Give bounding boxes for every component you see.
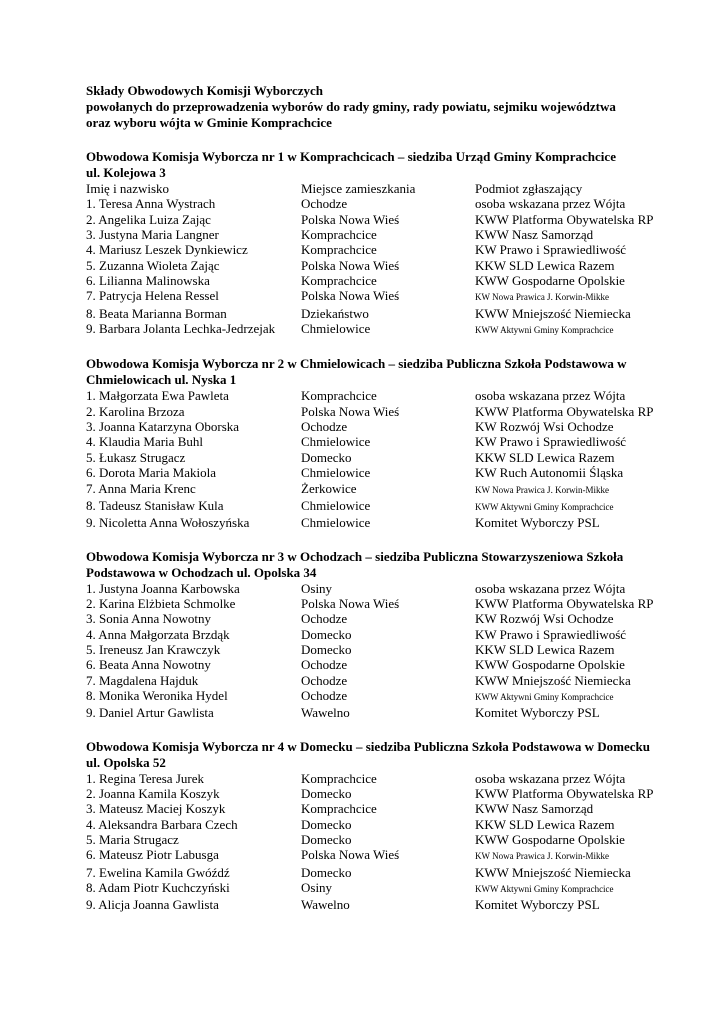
member-entity: KWW Platforma Obywatelska RP	[475, 403, 654, 419]
member-name: 8. Monika Weronika Hydel	[86, 687, 228, 703]
table-row	[86, 817, 653, 832]
member-name: 9. Nicoletta Anna Wołoszyńska	[86, 515, 250, 531]
member-place: Ochodze	[301, 672, 348, 688]
member-name: 9. Barbara Jolanta Lechka-Jedrzejak	[86, 321, 276, 337]
table-row	[86, 465, 653, 480]
member-name: 1. Teresa Anna Wystrach	[86, 196, 216, 212]
member-name: 6. Lilianna Malinowska	[86, 273, 210, 289]
member-name: 4. Aleksandra Barbara Czech	[86, 816, 238, 832]
member-place: Ochodze	[301, 611, 348, 627]
member-place: Wawelno	[301, 897, 350, 913]
member-entity: osoba wskazana przez Wójta	[475, 770, 626, 786]
member-place: Domecko	[301, 641, 352, 657]
member-name: 1. Regina Teresa Jurek	[86, 770, 204, 786]
member-entity: KWW Aktywni Gminy Komprachcice	[475, 691, 614, 702]
document-page	[86, 83, 686, 913]
member-entity: KW Rozwój Wsi Ochodze	[475, 419, 614, 435]
table-row	[86, 786, 653, 801]
commission-title: Obwodowa Komisja Wyborcza nr 1 w Komprachcicach – siedziba Urząd Gminy Komprachcice	[86, 149, 616, 164]
member-name: 7. Magdalena Hajduk	[86, 672, 199, 688]
member-name: 6. Beata Anna Nowotny	[86, 657, 211, 673]
commission-address: Chmielowicach ul. Nyska 1	[86, 372, 237, 388]
table-row	[86, 627, 653, 642]
member-name: 7. Patrycja Helena Ressel	[86, 288, 219, 304]
members-table	[86, 388, 653, 530]
table-row	[86, 419, 653, 434]
members-table	[86, 771, 653, 913]
member-entity: KW Ruch Autonomii Śląska	[475, 465, 624, 481]
member-place: Polska Nowa Wieś	[301, 211, 400, 227]
commission-4	[86, 739, 686, 913]
table-row	[86, 771, 653, 786]
member-entity: KKW SLD Lewica Razem	[475, 257, 615, 273]
member-name: 4. Mariusz Leszek Dynkiewicz	[86, 242, 248, 258]
member-name: 3. Justyna Maria Langner	[86, 227, 219, 243]
member-entity: KKW SLD Lewica Razem	[475, 449, 615, 465]
header-name: Imię i nazwisko	[86, 181, 170, 196]
member-place: Chmielowice	[301, 321, 371, 337]
member-name: 6. Mateusz Piotr Labusga	[86, 847, 219, 863]
member-name: 3. Mateusz Maciej Koszyk	[86, 801, 226, 817]
member-place: Ochodze	[301, 419, 348, 435]
member-name: 2. Angelika Luiza Zając	[86, 211, 211, 227]
member-place: Polska Nowa Wieś	[301, 847, 400, 863]
table-row	[86, 865, 653, 880]
table-row	[86, 321, 653, 338]
table-row	[86, 196, 653, 211]
member-entity: KWW Platforma Obywatelska RP	[475, 595, 654, 611]
member-entity: KWW Gospodarne Opolskie	[475, 832, 625, 847]
commission-address: ul. Kolejowa 3	[86, 165, 166, 180]
member-entity: KWW Aktywni Gminy Komprachcice	[475, 501, 614, 512]
member-entity: osoba wskazana przez Wójta	[475, 196, 626, 212]
table-row	[86, 258, 653, 273]
member-place: Komprachcice	[301, 242, 377, 258]
table-row	[86, 897, 653, 912]
member-entity: KW Nowa Prawica J. Korwin-Mikke	[475, 292, 610, 303]
member-name: 8. Beata Marianna Borman	[86, 305, 227, 321]
table-row	[86, 498, 653, 515]
table-row	[86, 880, 653, 897]
table-row	[86, 273, 653, 288]
member-entity: osoba wskazana przez Wójta	[475, 388, 626, 404]
member-entity: Komitet Wyborczy PSL	[475, 515, 600, 531]
table-row	[86, 847, 653, 864]
table-row	[86, 688, 653, 705]
member-entity: osoba wskazana przez Wójta	[475, 580, 626, 596]
member-place: Domecko	[301, 832, 352, 847]
member-entity: KWW Aktywni Gminy Komprachcice	[475, 884, 614, 895]
member-place: Osiny	[301, 880, 333, 896]
member-entity: KWW Mniejszość Niemiecka	[475, 305, 631, 321]
member-name: 5. Ireneusz Jan Krawczyk	[86, 641, 221, 657]
member-place: Polska Nowa Wieś	[301, 595, 400, 611]
commission-address: Podstawowa w Ochodzach ul. Opolska 34	[86, 564, 317, 580]
heading-line: oraz wyboru wójta w Gminie Komprachcice	[86, 115, 332, 130]
member-place: Dziekaństwo	[301, 305, 369, 321]
header-entity: Podmiot zgłaszający	[475, 181, 583, 196]
table-row	[86, 611, 653, 626]
member-place: Komprachcice	[301, 227, 377, 243]
member-place: Chmielowice	[301, 465, 371, 481]
member-place: Ochodze	[301, 196, 348, 212]
member-name: 5. Maria Strugacz	[86, 832, 179, 847]
members-table	[86, 181, 653, 338]
table-row	[86, 481, 653, 498]
member-place: Komprachcice	[301, 388, 377, 404]
member-place: Polska Nowa Wieś	[301, 257, 400, 273]
member-name: 7. Ewelina Kamila Gwóźdź	[86, 864, 230, 880]
member-place: Domecko	[301, 785, 352, 801]
member-place: Polska Nowa Wieś	[301, 288, 400, 304]
member-name: 8. Adam Piotr Kuchczyński	[86, 880, 230, 896]
table-row	[86, 212, 653, 227]
member-entity: KW Prawo i Sprawiedliwość	[475, 626, 627, 642]
commission-title: Obwodowa Komisja Wyborcza nr 2 w Chmielowicach – siedziba Publiczna Szkoła Podstawowa w	[86, 356, 627, 372]
member-name: 4. Klaudia Maria Buhl	[86, 434, 203, 450]
member-entity: KW Nowa Prawica J. Korwin-Mikke	[475, 484, 610, 495]
member-name: 3. Sonia Anna Nowotny	[86, 611, 211, 627]
commission-title: Obwodowa Komisja Wyborcza nr 3 w Ochodzach – siedziba Publiczna Stowarzyszeniowa Szkoła	[86, 548, 624, 564]
table-row	[86, 242, 653, 257]
member-place: Osiny	[301, 580, 333, 596]
commission-2	[86, 356, 686, 530]
member-name: 2. Karolina Brzoza	[86, 403, 185, 419]
member-entity: Komitet Wyborczy PSL	[475, 897, 600, 913]
member-place: Domecko	[301, 449, 352, 465]
member-place: Chmielowice	[301, 497, 371, 513]
header-place: Miejsce zamieszkania	[301, 181, 416, 196]
table-row	[86, 434, 653, 449]
member-entity: Komitet Wyborczy PSL	[475, 705, 600, 721]
member-entity: KWW Platforma Obywatelska RP	[475, 211, 654, 227]
document-heading	[86, 83, 686, 131]
member-place: Ochodze	[301, 687, 348, 703]
member-entity: KW Rozwój Wsi Ochodze	[475, 611, 614, 627]
member-place: Komprachcice	[301, 770, 377, 786]
member-name: 8. Tadeusz Stanisław Kula	[86, 497, 224, 513]
member-entity: KWW Nasz Samorząd	[475, 227, 594, 243]
member-name: 2. Joanna Kamila Koszyk	[86, 785, 220, 801]
table-row	[86, 596, 653, 611]
member-name: 6. Dorota Maria Makiola	[86, 465, 216, 481]
member-name: 2. Karina Elżbieta Schmolke	[86, 595, 236, 611]
member-place: Żerkowice	[301, 480, 357, 496]
heading-line: Składy Obwodowych Komisji Wyborczych	[86, 83, 324, 98]
member-name: 5. Zuzanna Wioleta Zając	[86, 257, 220, 273]
table-row	[86, 642, 653, 657]
table-row	[86, 801, 653, 816]
commission-address: ul. Opolska 52	[86, 754, 166, 770]
member-entity: KW Prawo i Sprawiedliwość	[475, 242, 627, 258]
table-row	[86, 657, 653, 672]
member-place: Ochodze	[301, 657, 348, 673]
member-name: 3. Joanna Katarzyna Oborska	[86, 419, 240, 435]
member-place: Chmielowice	[301, 515, 371, 531]
member-entity: KWW Mniejszość Niemiecka	[475, 864, 631, 880]
heading-line: powołanych do przeprowadzenia wyborów do rady gminy, rady powiatu, sejmiku województwa	[86, 99, 616, 114]
member-entity: KWW Mniejszość Niemiecka	[475, 672, 631, 688]
members-table	[86, 581, 653, 721]
member-place: Domecko	[301, 816, 352, 832]
member-entity: KW Prawo i Sprawiedliwość	[475, 434, 627, 450]
table-row	[86, 515, 653, 530]
member-name: 7. Anna Maria Krenc	[86, 480, 196, 496]
table-row	[86, 450, 653, 465]
table-row	[86, 227, 653, 242]
commission-3	[86, 549, 686, 721]
table-row	[86, 306, 653, 321]
member-place: Domecko	[301, 864, 352, 880]
member-place: Komprachcice	[301, 801, 377, 817]
member-name: 5. Łukasz Strugacz	[86, 449, 186, 465]
member-place: Polska Nowa Wieś	[301, 403, 400, 419]
member-place: Domecko	[301, 626, 352, 642]
member-entity: KWW Gospodarne Opolskie	[475, 657, 625, 673]
member-name: 9. Daniel Artur Gawlista	[86, 705, 214, 721]
table-row	[86, 705, 653, 720]
commission-1	[86, 149, 686, 338]
member-name: 4. Anna Małgorzata Brzdąk	[86, 626, 230, 642]
member-place: Wawelno	[301, 705, 350, 721]
table-row	[86, 404, 653, 419]
member-entity: KWW Platforma Obywatelska RP	[475, 785, 654, 801]
table-row	[86, 288, 653, 305]
member-entity: KWW Gospodarne Opolskie	[475, 273, 625, 289]
table-header-row	[86, 181, 653, 196]
member-name: 9. Alicja Joanna Gawlista	[86, 897, 219, 913]
member-entity: KKW SLD Lewica Razem	[475, 816, 615, 832]
member-entity: KWW Nasz Samorząd	[475, 801, 594, 817]
member-name: 1. Małgorzata Ewa Pawleta	[86, 388, 229, 404]
member-name: 1. Justyna Joanna Karbowska	[86, 580, 240, 596]
commission-title: Obwodowa Komisja Wyborcza nr 4 w Domecku – siedziba Publiczna Szkoła Podstawowa w Domecku	[86, 738, 650, 754]
member-entity: KW Nowa Prawica J. Korwin-Mikke	[475, 851, 610, 862]
table-row	[86, 832, 653, 847]
table-row	[86, 581, 653, 596]
member-entity: KKW SLD Lewica Razem	[475, 641, 615, 657]
member-entity: KWW Aktywni Gminy Komprachcice	[475, 325, 614, 336]
member-place: Chmielowice	[301, 434, 371, 450]
table-row	[86, 673, 653, 688]
table-row	[86, 388, 653, 403]
member-place: Komprachcice	[301, 273, 377, 289]
